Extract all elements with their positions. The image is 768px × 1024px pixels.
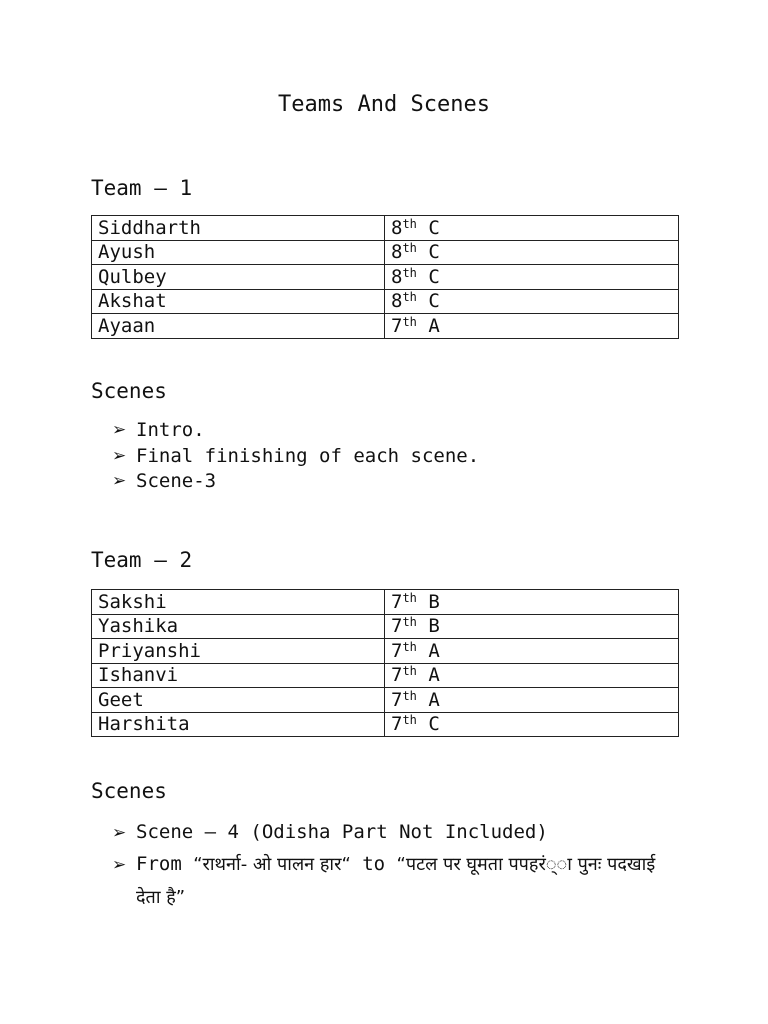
- grade-suffix: th: [402, 314, 417, 329]
- member-name: Ishanvi: [92, 663, 385, 688]
- table-row: [92, 688, 679, 713]
- grade-suffix: th: [402, 639, 417, 654]
- scenes-1-heading: Scenes: [91, 379, 167, 403]
- table-row: [92, 314, 679, 339]
- member-name: Sakshi: [92, 590, 385, 615]
- member-name: Ayaan: [92, 314, 385, 339]
- grade: 8: [391, 241, 403, 264]
- team-2-table: [91, 589, 679, 737]
- scenes-2-list: [112, 816, 672, 914]
- grade-suffix: th: [402, 290, 417, 305]
- section: C: [428, 241, 440, 264]
- list-item: [112, 444, 479, 470]
- list-item: [112, 469, 479, 495]
- grade: 8: [391, 216, 403, 239]
- team-2-heading: Team – 2: [91, 548, 193, 572]
- member-class: [385, 663, 679, 688]
- to-quote: “पटल पर घूमता पपहरं्ा पुनः पदखाई देता है”: [136, 854, 656, 908]
- grade-suffix: th: [402, 590, 417, 605]
- list-item: [112, 816, 672, 848]
- section: C: [428, 265, 440, 288]
- from-label: From: [136, 853, 194, 875]
- member-class: [385, 289, 679, 314]
- member-class: [385, 314, 679, 339]
- arrow-bullet-icon: ➢: [112, 471, 127, 491]
- arrow-bullet-icon: ➢: [112, 823, 127, 843]
- team-1-heading: Team – 1: [91, 176, 193, 200]
- section: C: [428, 216, 440, 239]
- scenes-1-list: [112, 418, 479, 495]
- member-class: [385, 639, 679, 664]
- member-name: Priyanshi: [92, 639, 385, 664]
- member-name: Yashika: [92, 614, 385, 639]
- grade-suffix: th: [402, 615, 417, 630]
- grade-suffix: th: [402, 265, 417, 280]
- table-row: [92, 639, 679, 664]
- table-row: [92, 265, 679, 290]
- list-item: [112, 848, 672, 914]
- grade: 7: [391, 639, 403, 662]
- table-row: [92, 614, 679, 639]
- section: A: [428, 639, 440, 662]
- arrow-bullet-icon: ➢: [112, 855, 127, 875]
- arrow-bullet-icon: ➢: [112, 445, 127, 466]
- section: A: [428, 688, 440, 711]
- table-row: [92, 289, 679, 314]
- team-1-table: [91, 215, 679, 339]
- member-name: Geet: [92, 688, 385, 713]
- scene-text: Scene-3: [136, 470, 217, 492]
- section: B: [428, 615, 440, 638]
- member-class: [385, 590, 679, 615]
- member-class: [385, 614, 679, 639]
- from-quote: “राथर्ना- ओ पालन हार“: [193, 854, 351, 875]
- table-row: [92, 590, 679, 615]
- page-title: Teams And Scenes: [278, 92, 490, 117]
- section: A: [428, 664, 440, 687]
- scenes-2-heading: Scenes: [91, 779, 167, 803]
- grade-suffix: th: [402, 688, 417, 703]
- table-row: [92, 216, 679, 241]
- grade: 7: [391, 314, 403, 337]
- member-name: Akshat: [92, 289, 385, 314]
- grade: 7: [391, 615, 403, 638]
- member-class: [385, 240, 679, 265]
- section: C: [428, 713, 440, 736]
- grade-suffix: th: [402, 664, 417, 679]
- member-name: Ayush: [92, 240, 385, 265]
- scene-text: Final finishing of each scene.: [136, 444, 480, 467]
- member-class: [385, 688, 679, 713]
- grade-suffix: th: [402, 216, 417, 231]
- member-name: Qulbey: [92, 265, 385, 290]
- to-label: to: [350, 853, 397, 875]
- member-name: Siddharth: [92, 216, 385, 241]
- grade: 7: [391, 590, 403, 613]
- section: C: [428, 290, 440, 313]
- grade: 8: [391, 265, 403, 288]
- member-class: [385, 712, 679, 737]
- member-class: [385, 216, 679, 241]
- table-row: [92, 712, 679, 737]
- grade: 7: [391, 664, 403, 687]
- table-row: [92, 240, 679, 265]
- list-item: [112, 418, 479, 444]
- grade: 7: [391, 688, 403, 711]
- scene-text: Intro.: [136, 419, 205, 441]
- grade: 8: [391, 290, 403, 313]
- section: A: [428, 314, 440, 337]
- grade-suffix: th: [402, 713, 417, 728]
- scene-text: Scene – 4 (Odisha Part Not Included): [136, 821, 548, 843]
- grade-suffix: th: [402, 241, 417, 256]
- grade: 7: [391, 713, 403, 736]
- member-class: [385, 265, 679, 290]
- arrow-bullet-icon: ➢: [112, 420, 127, 440]
- section: B: [428, 590, 440, 613]
- table-row: [92, 663, 679, 688]
- member-name: Harshita: [92, 712, 385, 737]
